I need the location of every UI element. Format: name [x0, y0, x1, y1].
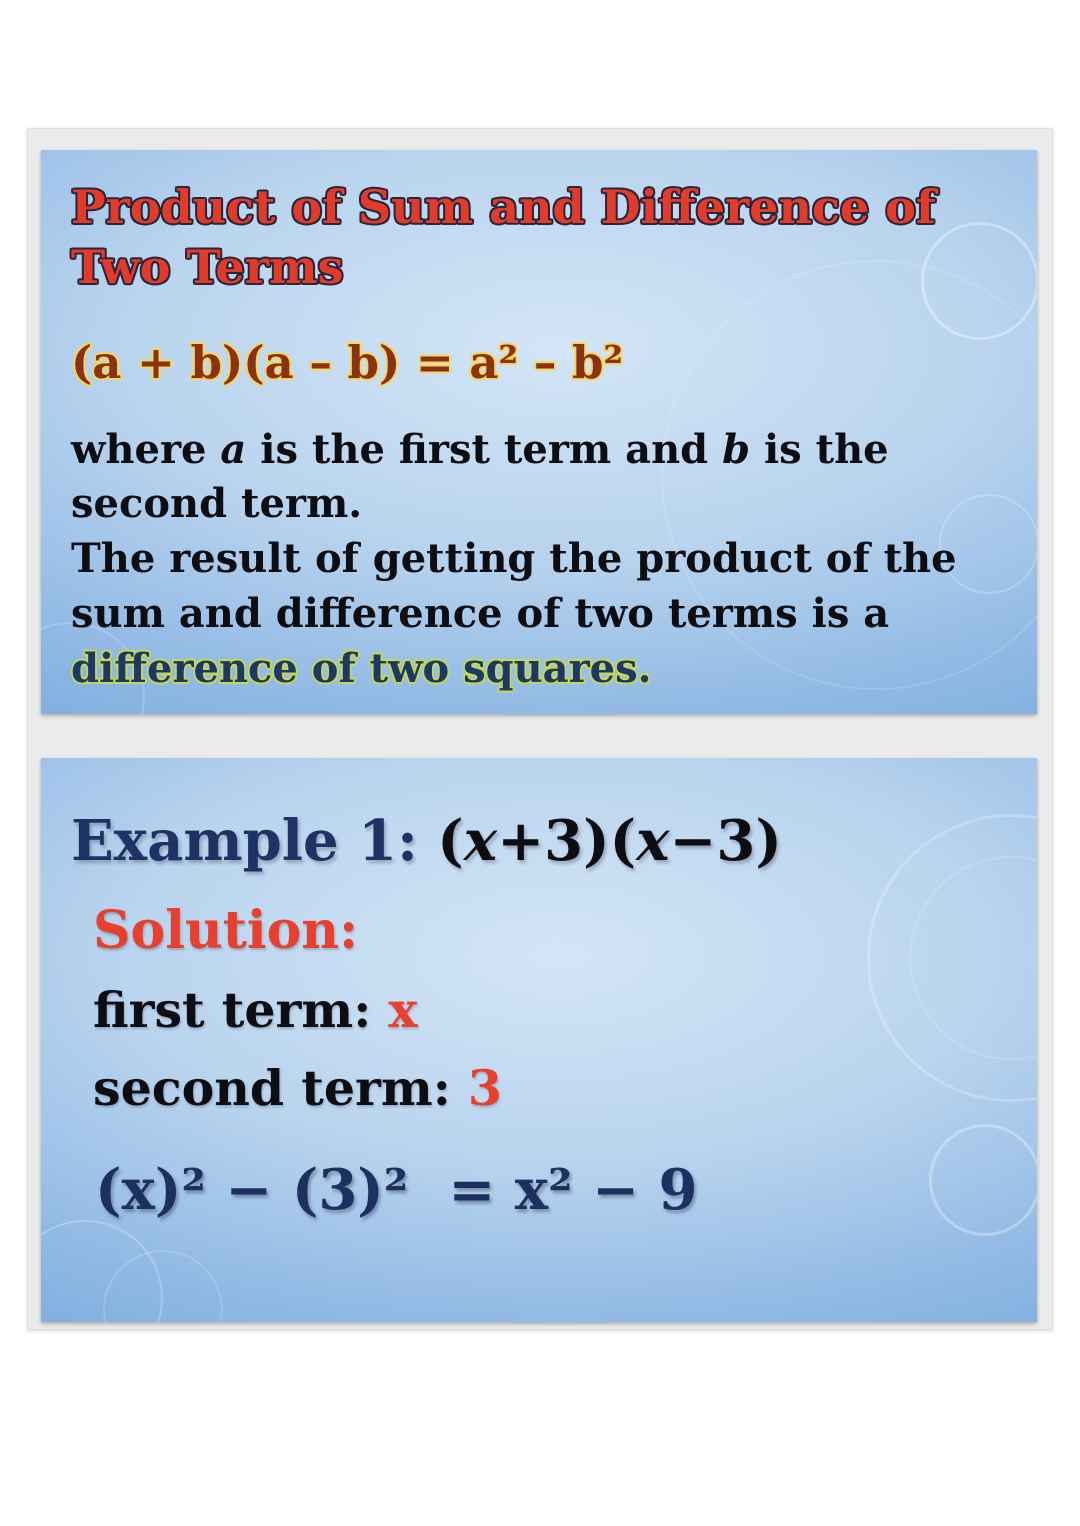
variable-x: x	[636, 808, 670, 874]
slide-1-body	[71, 423, 997, 697]
slides-frame	[27, 128, 1053, 1330]
body-line-3: The result of getting the product of the	[71, 535, 957, 583]
equation-right: = x² − 9	[448, 1157, 698, 1223]
body-line-2: second term.	[71, 480, 363, 528]
equation-left: (x)² − (3)²	[95, 1157, 409, 1223]
solution-equation	[95, 1157, 997, 1223]
example-expression	[437, 808, 782, 874]
variable-b: b	[722, 425, 751, 473]
body-line-1	[71, 423, 997, 478]
sum-difference-formula: (a + b)(a – b) = a² – b²	[71, 335, 624, 389]
circle-decoration	[41, 1220, 163, 1322]
variable-x: x	[463, 808, 498, 874]
first-term-label: first term:	[93, 981, 389, 1039]
expr-part: (	[437, 808, 464, 874]
second-term-value: 3	[467, 1059, 502, 1117]
body-text: is the first term and	[246, 425, 723, 473]
slide-1	[41, 150, 1037, 714]
expr-part: +3)(	[497, 808, 637, 874]
solution-label: Solution:	[93, 900, 359, 961]
slide-2-content	[41, 758, 1037, 1223]
circle-decoration	[103, 1250, 223, 1322]
slide-1-title: Product of Sum and Difference of Two Terms	[71, 180, 936, 294]
first-term-value: x	[388, 981, 418, 1039]
variable-a: a	[220, 425, 247, 473]
expr-part: −3)	[669, 808, 782, 874]
slide-2	[41, 758, 1037, 1322]
example-1-heading	[71, 808, 997, 874]
second-term-label: second term:	[93, 1059, 468, 1117]
body-text: where	[71, 425, 221, 473]
example-label: Example 1:	[71, 808, 438, 874]
slide-1-content	[41, 150, 1037, 697]
second-term-line	[93, 1059, 997, 1117]
body-text: is the	[750, 425, 889, 473]
first-term-line	[93, 981, 997, 1039]
body-line-4: sum and difference of two terms is a	[71, 589, 890, 637]
difference-of-squares-highlight: difference of two squares.	[71, 644, 652, 692]
